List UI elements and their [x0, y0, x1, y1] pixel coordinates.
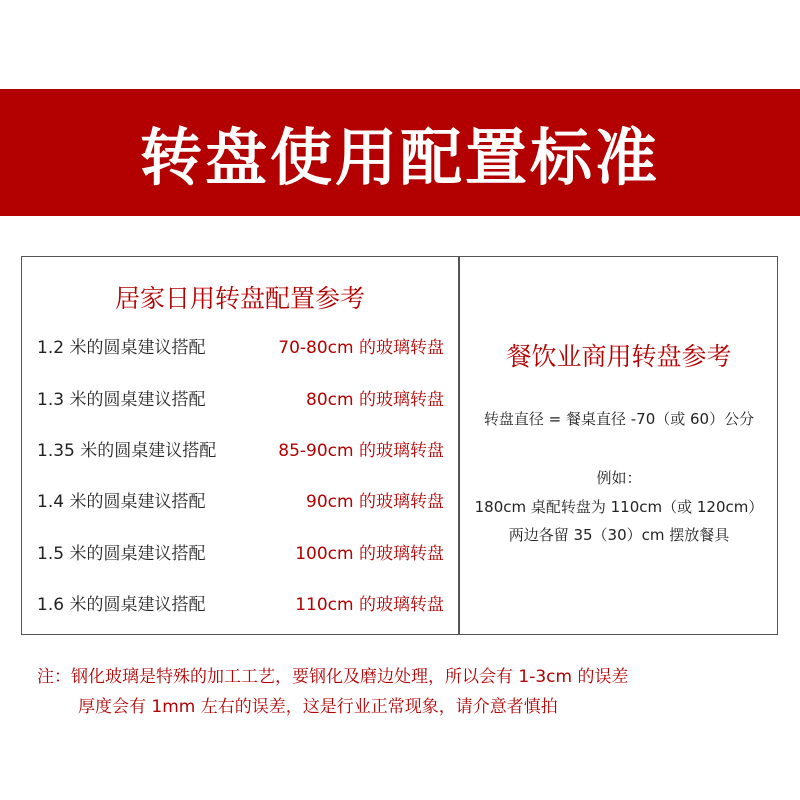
home-row [22, 539, 458, 565]
turntable-size-value: 90cm 的玻璃转盘 [306, 492, 444, 512]
home-row [22, 436, 458, 462]
example-line: 两边各留 35（30）cm 摆放餐具 [508, 526, 730, 544]
example-label: 例如： [596, 469, 642, 487]
turntable-size-value: 110cm 的玻璃转盘 [295, 595, 444, 615]
home-row [22, 487, 458, 513]
title-banner [0, 89, 800, 216]
table-size-label: 1.35 米的圆桌建议搭配 [37, 441, 217, 461]
commercial-reference-panel [460, 257, 778, 634]
diameter-formula: 转盘直径 = 餐桌直径 -70（或 60）公分 [483, 410, 755, 428]
home-reference-title: 居家日用转盘配置参考 [114, 284, 365, 313]
table-size-label: 1.4 米的圆桌建议搭配 [37, 492, 206, 512]
footnote-line: 厚度会有 1mm 左右的误差，这是行业正常现象，请介意者慎拍 [78, 697, 558, 717]
home-row [22, 590, 458, 616]
page-title: 转盘使用配置标准 [139, 121, 660, 194]
table-size-label: 1.2 米的圆桌建议搭配 [37, 338, 206, 358]
commercial-reference-title: 餐饮业商用转盘参考 [506, 342, 732, 371]
turntable-size-value: 80cm 的玻璃转盘 [306, 390, 444, 410]
footnote-line: 注：钢化玻璃是特殊的加工工艺，要钢化及磨边处理，所以会有 1-3cm 的误差 [37, 667, 629, 687]
turntable-size-value: 85-90cm 的玻璃转盘 [278, 441, 444, 461]
table-size-label: 1.6 米的圆桌建议搭配 [37, 595, 206, 615]
table-size-label: 1.5 米的圆桌建议搭配 [37, 544, 206, 564]
table-size-label: 1.3 米的圆桌建议搭配 [37, 390, 206, 410]
home-row [22, 385, 458, 411]
example-line: 180cm 桌配转盘为 110cm（或 120cm） [474, 498, 764, 516]
reference-table [21, 256, 778, 635]
turntable-size-value: 100cm 的玻璃转盘 [295, 544, 444, 564]
home-reference-panel [22, 257, 458, 634]
turntable-size-value: 70-80cm 的玻璃转盘 [278, 338, 444, 358]
home-row [22, 333, 458, 359]
